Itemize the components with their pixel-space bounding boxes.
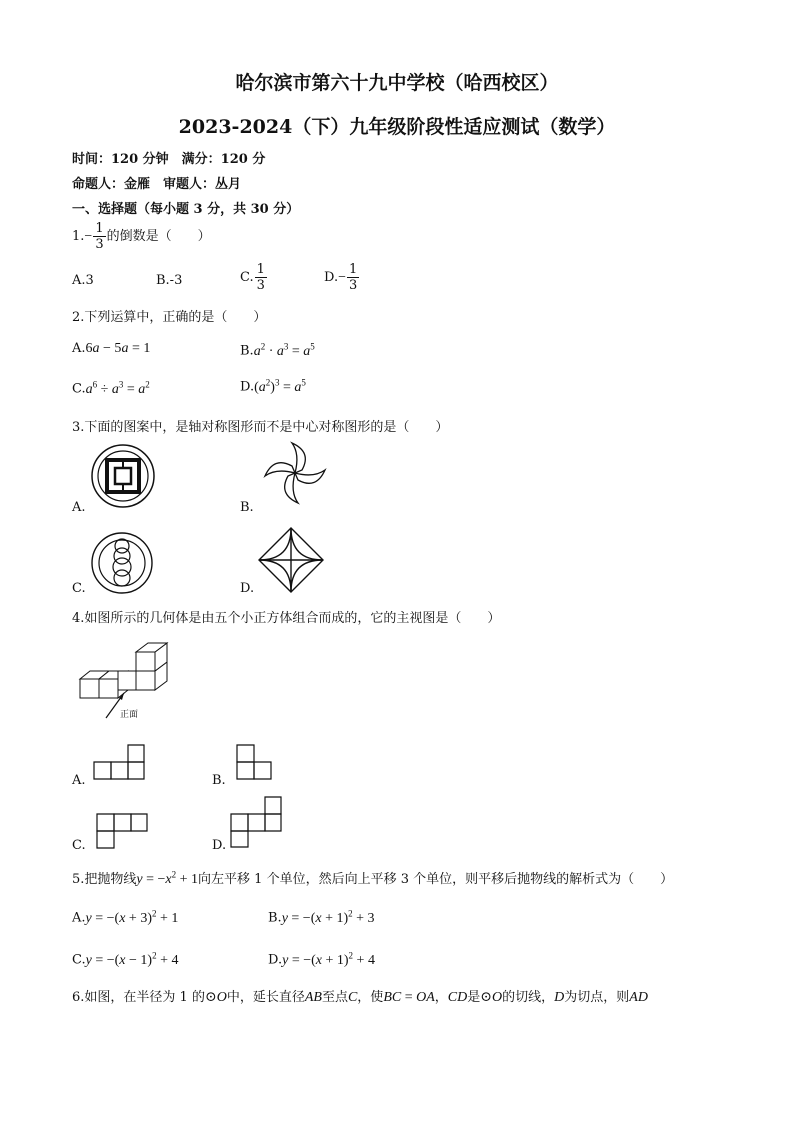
q4-label-d: D.: [212, 838, 227, 853]
q3-label-d: D.: [240, 581, 255, 596]
q3-figure-b-pinwheel: [262, 440, 328, 506]
q4-label-c: C.: [72, 838, 86, 853]
q2-option-d: $D.(a^2)^3 = a^5$: [240, 377, 306, 395]
q1-option-a: A.3: [72, 273, 94, 288]
q3-figure-c-circles: [90, 531, 154, 595]
question-3-stem: 3.下面的图案中，是轴对称图形而不是中心对称图形的是（ ）: [72, 420, 449, 435]
q5-option-a: $A.y = -(x + 3)^2 + 1$: [72, 908, 179, 926]
question-5-stem: 5.把抛物线$y = -x^2 + 1$向左平移 1 个单位，然后向上平移 3 个单位，则平移后抛物线的解析式为（ ）: [72, 869, 674, 887]
q4-label-a: A.: [72, 773, 86, 788]
q3-label-b: B.: [240, 500, 254, 515]
authors-line: 命题人：金雁 审题人：丛月: [72, 177, 242, 192]
section-heading: 一、选择题（每小题 3 分，共 30 分）: [72, 202, 300, 217]
q3-label-c: C.: [72, 581, 86, 596]
q4-option-b-figure: [236, 744, 272, 780]
q4-option-c-figure: [96, 813, 148, 849]
q2-option-b: $B.a^2 \cdot a^3 = a^5$: [240, 341, 315, 359]
q2-option-a: A.6a − 5a = 1: [72, 341, 151, 356]
q4-option-a-figure: [93, 744, 145, 780]
q5-option-d: $D.y = -(x + 1)^2 + 4$: [268, 950, 375, 968]
q4-option-d-figure: [230, 796, 282, 848]
question-6-stem: 6.如图，在半径为 1 的⊙O中，延长直径AB至点C，使BC = OA，CD是⊙O的切线，D为切点，则AD: [72, 990, 648, 1005]
q4-front-label: 正面: [120, 710, 139, 720]
question-1-stem: 1.− $\frac{1}{3}$ 的倒数是（ ）: [72, 221, 211, 252]
q3-figure-a-coin: [90, 443, 156, 509]
question-4-stem: 4.如图所示的几何体是由五个小正方体组合而成的，它的主视图是（ ）: [72, 611, 501, 626]
q5-option-c: $C.y = -(x - 1)^2 + 4$: [72, 950, 179, 968]
q3-label-a: A.: [72, 500, 86, 515]
question-2-stem: 2.下列运算中，正确的是（ ）: [72, 310, 267, 325]
exam-title: 2023-2024（下）九年级阶段性适应测试（数学）: [178, 116, 616, 138]
q2-option-c: $C.a^6 \div a^3 = a^2$: [72, 379, 150, 397]
q1-option-c: C. $\frac{1}{3}$: [240, 262, 265, 293]
q1-option-d: D.− $\frac{1}{3}$: [324, 262, 358, 293]
q1-option-b: B.-3: [156, 273, 183, 288]
q5-option-b: $B.y = -(x + 1)^2 + 3$: [268, 908, 375, 926]
school-title: 哈尔滨市第六十九中学校（哈西校区）: [235, 72, 559, 94]
q3-figure-d-diamond: [258, 527, 324, 593]
q4-label-b: B.: [212, 773, 226, 788]
time-line: 时间：120 分钟 满分：120 分: [72, 152, 266, 167]
